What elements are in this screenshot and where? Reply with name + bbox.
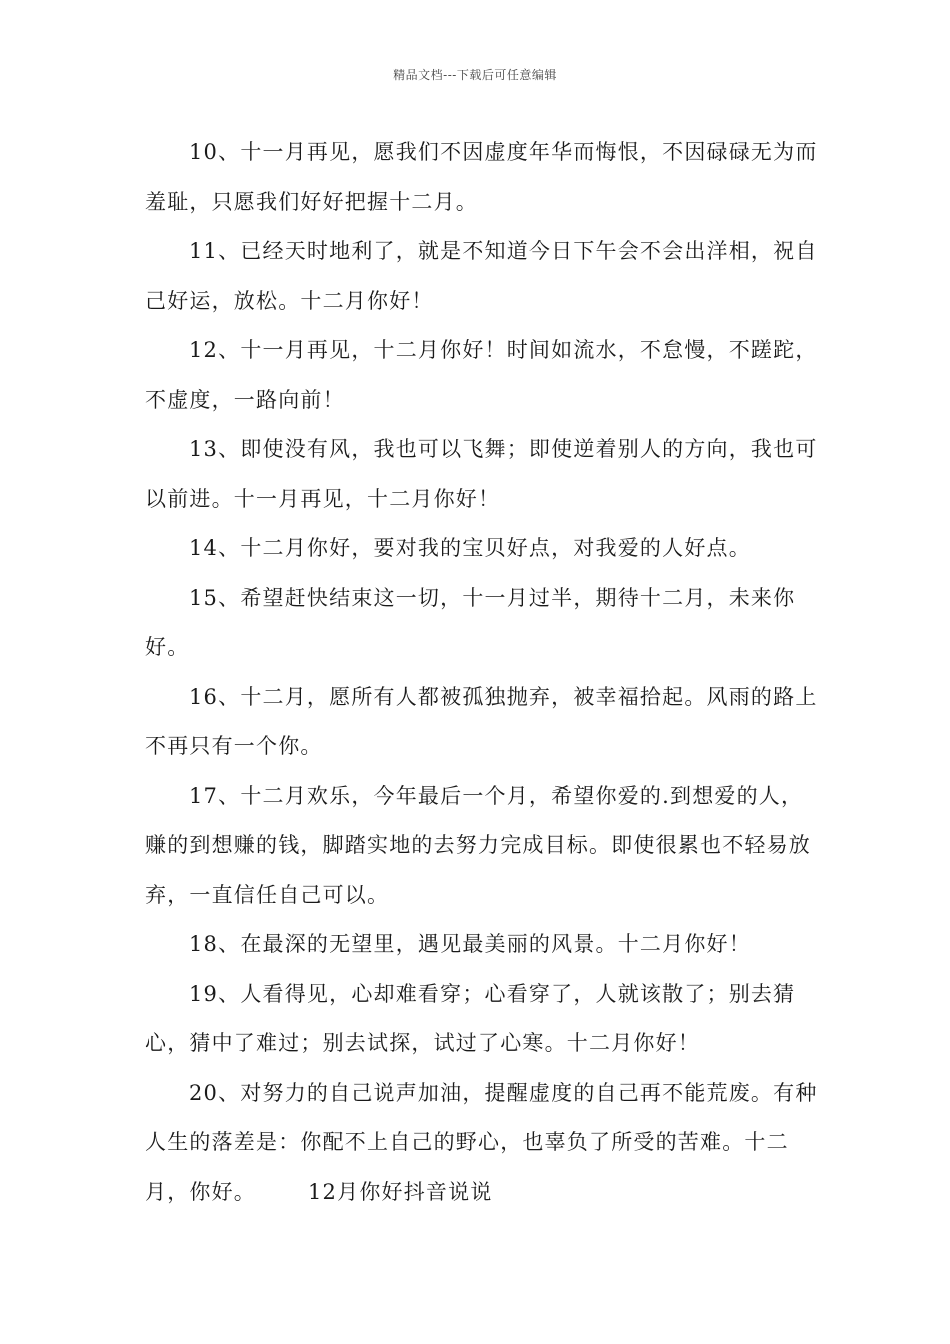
paragraph-10: 10、十一月再见，愿我们不因虚度年华而悔恨，不因碌碌无为而羞耻，只愿我们好好把握十二月。 bbox=[145, 140, 818, 214]
paragraph-12: 12、十一月再见，十二月你好！时间如流水，不怠慢，不蹉跎，不虚度，一路向前！ bbox=[145, 338, 818, 412]
paragraph-19: 19、人看得见，心却难看穿；心看穿了，人就该散了；别去猜心，猜中了难过；别去试探，试过了心寒。十二月你好！ bbox=[145, 981, 796, 1055]
page-header: 精品文档---下载后可任意编辑 bbox=[393, 68, 557, 82]
paragraph-17: 17、十二月欢乐，今年最后一个月，希望你爱的.到想爱的人，赚的到想赚的钱，脚踏实地的去努力完成目标。即使很累也不轻易放弃，一直信任自己可以。 bbox=[145, 783, 811, 907]
paragraph-15: 15、希望赶快结束这一切，十一月过半，期待十二月，未来你好。 bbox=[145, 585, 796, 659]
paragraph-20 bbox=[145, 1069, 825, 1218]
paragraph-16: 16、十二月，愿所有人都被孤独抛弃，被幸福拾起。风雨的路上不再只有一个你。 bbox=[145, 684, 818, 758]
paragraph-18: 18、在最深的无望里，遇见最美丽的风景。十二月你好！ bbox=[189, 932, 751, 956]
trailing-title: 12月你好抖音说说 bbox=[308, 1179, 493, 1204]
paragraph-11: 11、已经天时地利了，就是不知道今日下午会不会出洋相，祝自己好运，放松。十二月你好！ bbox=[145, 239, 818, 313]
paragraph-14: 14、十二月你好，要对我的宝贝好点，对我爱的人好点。 bbox=[189, 536, 751, 560]
paragraph-13: 13、即使没有风，我也可以飞舞；即使逆着别人的方向，我也可以前进。十一月再见，十二月你好！ bbox=[145, 437, 818, 511]
document-body bbox=[145, 128, 825, 1217]
paragraph-20-text: 20、对努力的自己说声加油，提醒虚度的自己再不能荒废。有种人生的落差是：你配不上自己的野心，也辜负了所受的苦难。十二月，你好。 bbox=[145, 1080, 818, 1204]
